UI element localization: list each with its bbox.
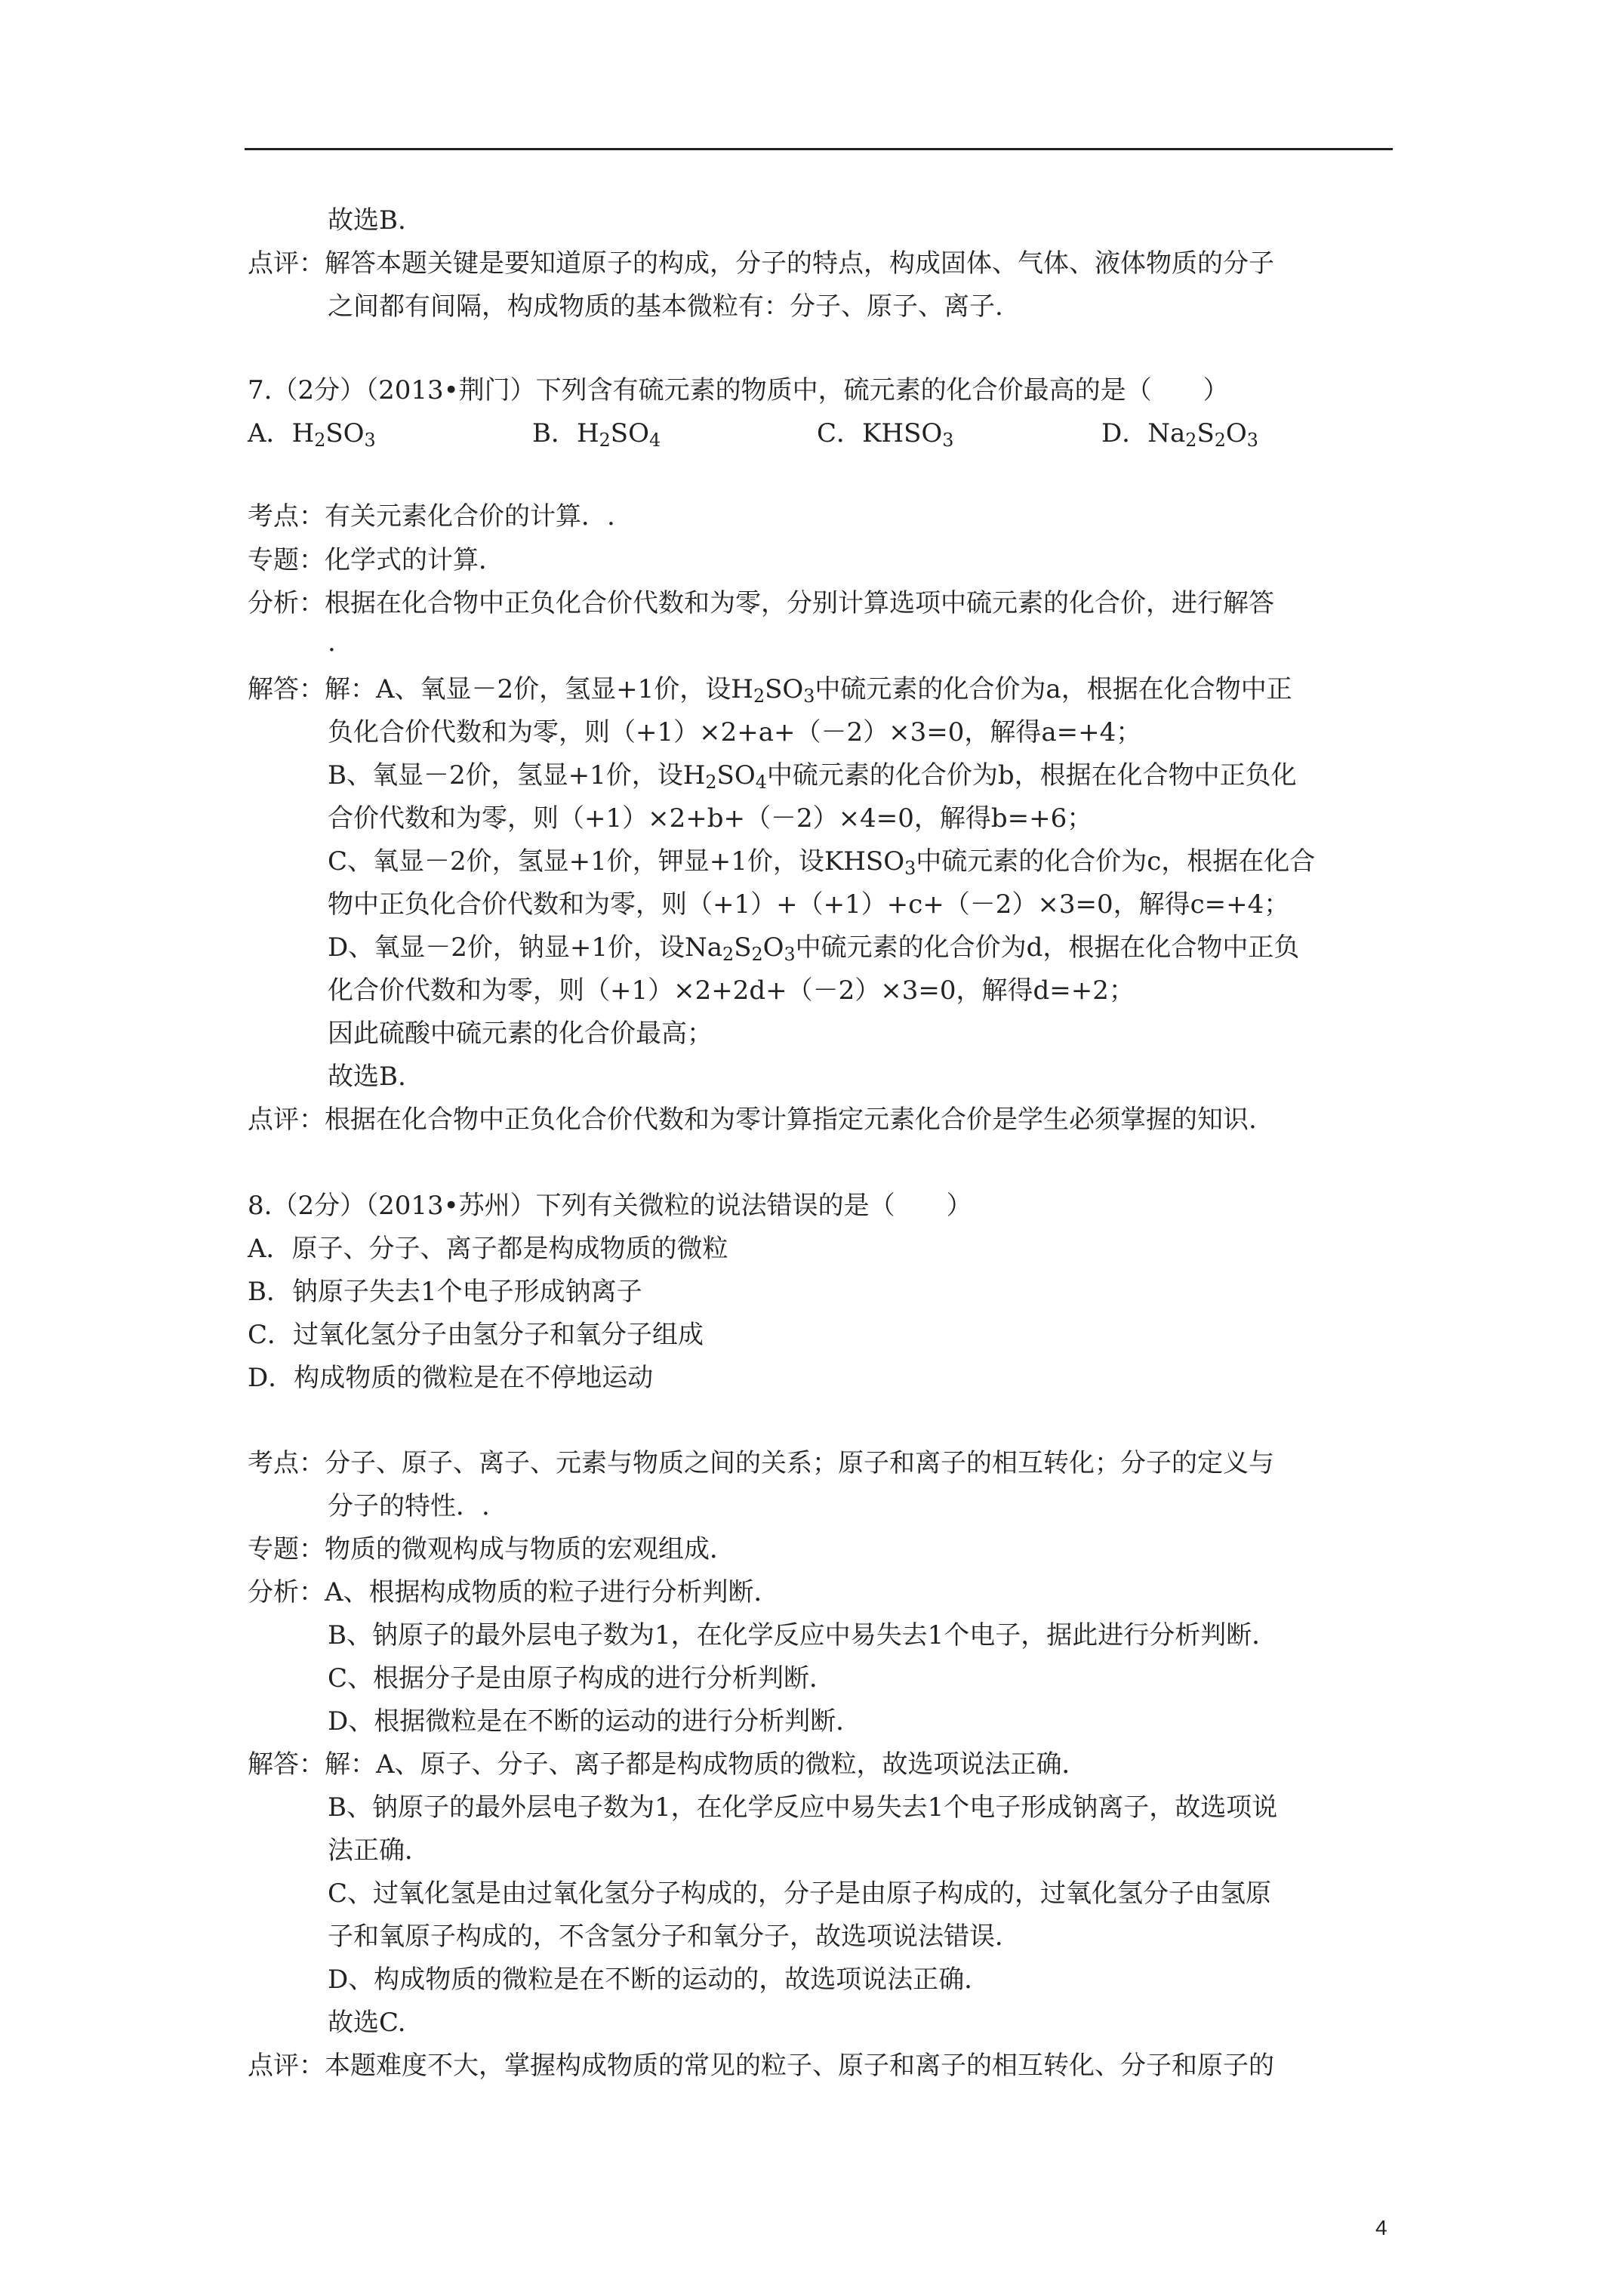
q7-kaodian: 考点：有关元素化合价的计算．. [248, 501, 615, 532]
q8-jieda-c-cont: 子和氧原子构成的，不含氢分子和氧分子，故选项说法错误． [328, 1922, 1021, 1952]
comment-line [248, 248, 1274, 279]
q8-option-d: D．构成物质的微粒是在不停地运动 [248, 1363, 654, 1393]
q8-jieda-a: 解答：解：A、原子、分子、离子都是构成物质的微粒，故选项说法正确． [248, 1749, 1088, 1780]
q7-option-d: D．$Na_2S_2O_3$ [1101, 418, 1258, 451]
answer-choice: 故选B. [328, 205, 406, 236]
q7-jieda-b: B、氧显－2价，氢显+1价，设$H_2SO_4$中硫元素的化合价为b，根据在化合物中正负化 [328, 760, 1297, 793]
q7-jieda-a: 解答：解：A、氧显－2价，氢显+1价，设$H_2SO_3$中硫元素的化合价为a，根据在化合物中正 [248, 674, 1292, 707]
page-number: 4 [1375, 2216, 1387, 2239]
q8-fenxi-b: B、钠原子的最外层电子数为1，在化学反应中易失去1个电子，据此进行分析判断． [328, 1620, 1278, 1650]
q8-jieda-b: B、钠原子的最外层电子数为1，在化学反应中易失去1个电子形成钠离子，故选项说 [328, 1792, 1278, 1823]
question-8-stem: 8.（2分）（2013•苏州）下列有关微粒的说法错误的是（ ） [248, 1191, 972, 1221]
q8-choice: 故选C. [328, 2008, 406, 2038]
q8-kaodian: 考点：分子、原子、离子、元素与物质之间的关系；原子和离子的相互转化；分子的定义与 [248, 1448, 1274, 1478]
q8-jieda-c: C、过氧化氢是由过氧化氢分子构成的，分子是由原子构成的，过氧化氢分子由氢原 [328, 1878, 1272, 1909]
q7-jieda-b-cont: 合价代数和为零，则（+1）×2+b+（－2）×4=0，解得b=+6； [328, 803, 1093, 834]
comment-label: 点评： [248, 248, 325, 279]
q7-option-a: A．$H_2SO_3$ [248, 418, 376, 451]
q7-fenxi: 分析：根据在化合物中正负化合价代数和为零，分别计算选项中硫元素的化合价，进行解答 [248, 588, 1274, 618]
q7-comment: 点评：根据在化合物中正负化合价代数和为零计算指定元素化合价是学生必须掌握的知识. [248, 1105, 1257, 1135]
q8-fenxi-c: C、根据分子是由原子构成的进行分析判断． [328, 1663, 836, 1693]
q7-jieda-c-cont: 物中正负化合价代数和为零，则（+1）+（+1）+c+（－2）×3=0，解得c=+4； [328, 889, 1290, 920]
q8-option-c: C．过氧化氢分子由氢分子和氧分子组成 [248, 1320, 704, 1350]
q7-fenxi-cont: . [328, 627, 336, 658]
q8-jieda-b-cont: 法正确． [328, 1835, 430, 1866]
comment-line: 之间都有间隔，构成物质的基本微粒有：分子、原子、离子. [328, 291, 1003, 322]
q8-fenxi-d: D、根据微粒是在不断的运动的进行分析判断． [328, 1706, 862, 1737]
q7-option-b: B．$H_2SO_4$ [532, 418, 661, 451]
q7-conclusion: 因此硫酸中硫元素的化合价最高； [328, 1019, 713, 1049]
q8-option-b: B．钠原子失去1个电子形成钠离子 [248, 1277, 642, 1307]
q8-fenxi: 分析：A、根据构成物质的粒子进行分析判断． [248, 1577, 780, 1607]
q8-zhuanti: 专题：物质的微观构成与物质的宏观组成． [248, 1534, 735, 1564]
question-7-stem: 7.（2分）（2013•荆门）下列含有硫元素的物质中，硫元素的化合价最高的是（ ） [248, 375, 1229, 405]
q8-comment: 点评：本题难度不大，掌握构成物质的常见的粒子、原子和离子的相互转化、分子和原子的 [248, 2051, 1274, 2081]
q7-jieda-c: C、氧显－2价，氢显+1价，钾显+1价，设$KHSO_3$中硫元素的化合价为c，根据在化合 [328, 846, 1316, 879]
q7-jieda-a-cont: 负化合价代数和为零，则（+1）×2+a+（－2）×3=0，解得a=+4； [328, 717, 1142, 747]
q8-jieda-d: D、构成物质的微粒是在不断的运动的，故选项说法正确． [328, 1965, 990, 1995]
q8-option-a: A．原子、分子、离子都是构成物质的微粒 [248, 1234, 728, 1264]
q7-choice: 故选B. [328, 1062, 406, 1092]
q7-option-c: C．$KHSO_3$ [817, 418, 954, 451]
q8-kaodian-cont: 分子的特性．. [328, 1491, 490, 1521]
q7-jieda-d-cont: 化合价代数和为零，则（+1）×2+2d+（－2）×3=0，解得d=+2； [328, 975, 1135, 1006]
q7-zhuanti: 专题：化学式的计算． [248, 545, 504, 575]
q7-jieda-d: D、氧显－2价，钠显+1价，设$Na_2S_2O_3$中硫元素的化合价为d，根据在化合物中正负 [328, 932, 1300, 965]
header-rule [245, 148, 1393, 150]
comment-text: 解答本题关键是要知道原子的构成，分子的特点，构成固体、气体、液体物质的分子 [325, 248, 1274, 279]
